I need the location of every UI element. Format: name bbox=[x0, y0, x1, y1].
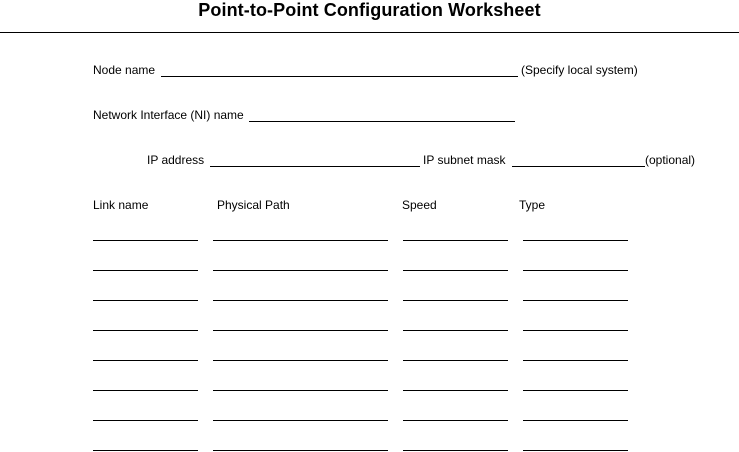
column-header-speed: Speed bbox=[402, 198, 437, 212]
speed-field[interactable] bbox=[403, 240, 508, 241]
physical-path-field[interactable] bbox=[213, 270, 388, 271]
link-name-field[interactable] bbox=[93, 450, 198, 451]
ip-subnet-mask-label: IP subnet mask bbox=[423, 153, 506, 167]
node-name-hint: (Specify local system) bbox=[521, 63, 638, 77]
speed-field[interactable] bbox=[403, 300, 508, 301]
link-name-field[interactable] bbox=[93, 330, 198, 331]
title-divider bbox=[0, 32, 739, 33]
physical-path-field[interactable] bbox=[213, 360, 388, 361]
link-name-field[interactable] bbox=[93, 300, 198, 301]
speed-field[interactable] bbox=[403, 420, 508, 421]
link-name-field[interactable] bbox=[93, 360, 198, 361]
physical-path-field[interactable] bbox=[213, 300, 388, 301]
type-field[interactable] bbox=[523, 270, 628, 271]
ip-subnet-mask-hint: (optional) bbox=[645, 153, 696, 167]
link-name-field[interactable] bbox=[93, 390, 198, 391]
ip-address-field[interactable] bbox=[210, 166, 420, 167]
speed-field[interactable] bbox=[403, 270, 508, 271]
ni-name-field[interactable] bbox=[249, 121, 515, 122]
link-name-field[interactable] bbox=[93, 420, 198, 421]
column-header-link-name: Link name bbox=[93, 198, 149, 212]
type-field[interactable] bbox=[523, 420, 628, 421]
worksheet-title: Point-to-Point Configuration Worksheet bbox=[198, 0, 541, 20]
physical-path-field[interactable] bbox=[213, 240, 388, 241]
physical-path-field[interactable] bbox=[213, 330, 388, 331]
speed-field[interactable] bbox=[403, 450, 508, 451]
type-field[interactable] bbox=[523, 360, 628, 361]
physical-path-field[interactable] bbox=[213, 450, 388, 451]
type-field[interactable] bbox=[523, 300, 628, 301]
physical-path-field[interactable] bbox=[213, 390, 388, 391]
type-field[interactable] bbox=[523, 450, 628, 451]
type-field[interactable] bbox=[523, 240, 628, 241]
ni-name-label: Network Interface (NI) name bbox=[93, 108, 244, 122]
column-header-type: Type bbox=[519, 198, 546, 212]
link-name-field[interactable] bbox=[93, 240, 198, 241]
node-name-field[interactable] bbox=[161, 76, 518, 77]
speed-field[interactable] bbox=[403, 360, 508, 361]
type-field[interactable] bbox=[523, 330, 628, 331]
column-header-physical-path: Physical Path bbox=[217, 198, 290, 212]
speed-field[interactable] bbox=[403, 330, 508, 331]
ip-address-label: IP address bbox=[147, 153, 205, 167]
link-name-field[interactable] bbox=[93, 270, 198, 271]
type-field[interactable] bbox=[523, 390, 628, 391]
physical-path-field[interactable] bbox=[213, 420, 388, 421]
node-name-label: Node name bbox=[93, 63, 156, 77]
speed-field[interactable] bbox=[403, 390, 508, 391]
ip-subnet-mask-field[interactable] bbox=[512, 166, 645, 167]
